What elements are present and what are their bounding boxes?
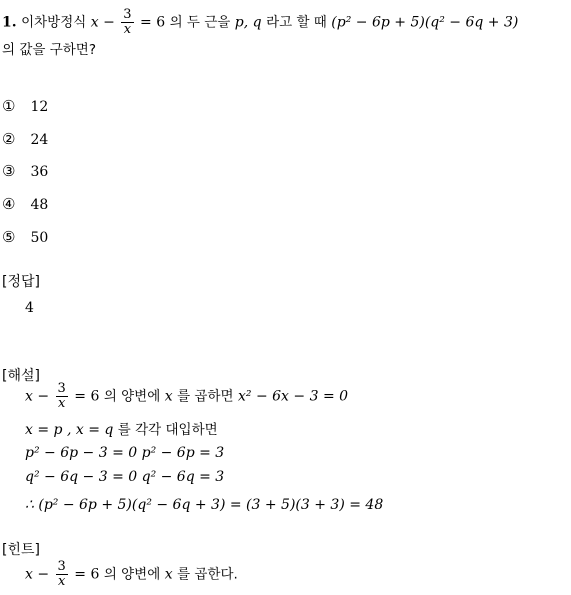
choice-2-mark: ②: [2, 130, 16, 148]
question-expression: (p² − 6p + 5)(q² − 6q + 3): [331, 14, 519, 31]
solution-line-1-text1: 의 양변에: [103, 388, 161, 405]
choice-2[interactable]: [2, 129, 48, 150]
solution-line-2-b: , x = q: [66, 422, 114, 438]
choice-3-value: 36: [30, 164, 49, 180]
hint-frac-num: 3: [57, 559, 66, 574]
solution-line-1-x: x −: [25, 388, 50, 405]
question-q: q: [252, 14, 262, 31]
choice-1-value: 12: [30, 99, 49, 115]
question-prefix: 이차방정식: [21, 14, 87, 31]
choice-4[interactable]: [2, 194, 48, 215]
solution-line-1-rest: = 6: [74, 388, 100, 405]
choice-3[interactable]: [2, 161, 48, 182]
answer-value: 4: [25, 300, 34, 316]
choice-5[interactable]: [2, 227, 48, 248]
solution-line-1-var: x: [164, 388, 173, 405]
question-frac-num: 3: [123, 7, 132, 22]
solution-line-1-text2: 를 곱하면: [177, 388, 234, 405]
question-line-2: 의 값을 구하면?: [2, 42, 96, 58]
solution-fraction: [56, 382, 68, 411]
hint-line: [25, 560, 238, 589]
solution-frac-den: x: [58, 396, 66, 411]
solution-frac-num: 3: [57, 381, 66, 396]
answer-header: [정답]: [2, 274, 40, 290]
question-number: 1.: [2, 14, 17, 31]
hint-var: x: [164, 566, 173, 583]
question-line-1: [2, 8, 518, 37]
choice-1[interactable]: [2, 96, 48, 117]
question-mid-text: 의 두 근을: [169, 14, 231, 31]
question-eq-x: x: [90, 14, 99, 31]
choice-3-mark: ③: [2, 162, 16, 180]
solution-line-2-text: 를 각각 대입하면: [117, 422, 218, 438]
question-eq-rest: = 6: [140, 14, 166, 31]
question-frac-den: x: [123, 22, 132, 37]
solution-line-2-a: x = p: [25, 422, 63, 438]
solution-header: [해설]: [2, 368, 40, 384]
solution-line-1: [25, 382, 348, 411]
choice-4-value: 48: [30, 197, 49, 213]
question-p: p,: [234, 14, 249, 31]
solution-line-4: q² − 6q − 3 = 0 q² − 6q = 3: [25, 469, 225, 485]
hint-text1: 의 양변에: [103, 566, 161, 583]
choice-5-mark: ⑤: [2, 228, 16, 246]
hint-fraction: [56, 560, 68, 589]
choice-4-mark: ④: [2, 195, 16, 213]
choice-5-value: 50: [30, 230, 49, 246]
solution-line-5: ∴ (p² − 6p + 5)(q² − 6q + 3) = (3 + 5)(3 + 3) = 48: [25, 497, 384, 513]
solution-line-2: [25, 420, 218, 440]
choice-2-value: 24: [30, 132, 49, 148]
solution-line-1-result: x² − 6x − 3 = 0: [238, 388, 349, 405]
solution-line-3: p² − 6p − 3 = 0 p² − 6p = 3: [25, 445, 225, 461]
choice-1-mark: ①: [2, 97, 16, 115]
question-fraction: [121, 8, 133, 37]
hint-eq-x: x −: [25, 566, 50, 583]
question-after-pq: 라고 할 때: [266, 14, 327, 31]
hint-text2: 를 곱한다.: [177, 566, 238, 583]
hint-header: [힌트]: [2, 542, 40, 558]
hint-frac-den: x: [58, 574, 66, 589]
question-eq-minus: −: [103, 14, 115, 31]
hint-eq-rest: = 6: [74, 566, 100, 583]
